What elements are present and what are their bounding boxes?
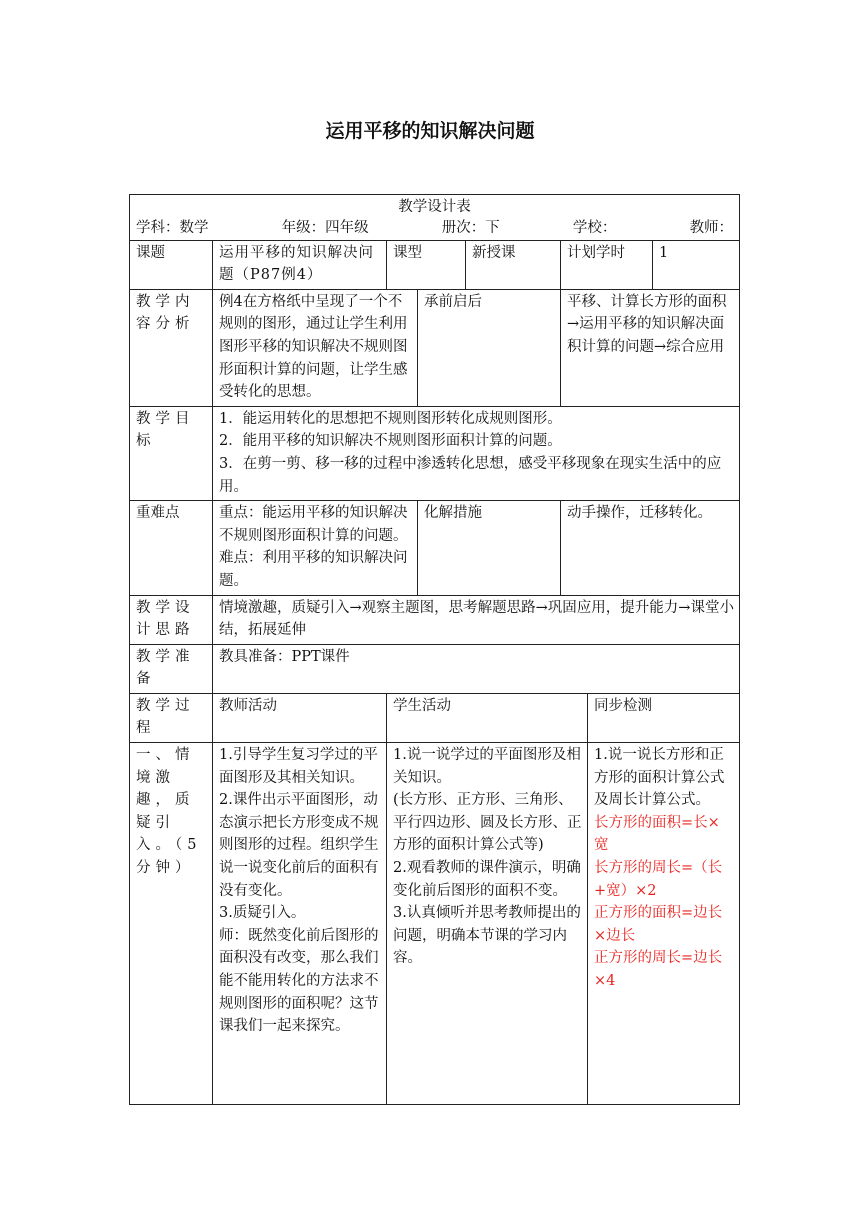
table-header-cell — [130, 195, 740, 241]
lesson-topic: 运用平移的知识解决问题（P87例4） — [213, 240, 387, 289]
stage1-row — [130, 743, 740, 1105]
teacher-step: 师：既然变化前后图形的面积没有改变，那么我们能不能用转化的方法求不规则图形的面积呢？这节课我们一起来探究。 — [219, 927, 379, 1035]
key-label: 重难点 — [130, 501, 213, 595]
difficulty-point: 难点：利用平移的知识解决问题。 — [219, 550, 408, 589]
meta-subject: 学科：数学 — [136, 220, 209, 236]
check-answer: 正方形的周长=边长×4 — [594, 950, 723, 989]
sync-check-header: 同步检测 — [588, 693, 740, 742]
teacher-step: 1.引导学生复习学过的平面图形及其相关知识。 — [219, 747, 378, 786]
lesson-type-value: 新授课 — [466, 240, 561, 289]
stage1-teacher-cell — [213, 743, 387, 1105]
teacher-activity-header: 教师活动 — [213, 693, 387, 742]
content-row — [130, 289, 740, 406]
prep-row — [130, 644, 740, 693]
student-step: 3.认真倾听并思考教师提出的问题，明确本节课的学习内容。 — [393, 905, 581, 967]
content-text: 例4在方格纸中呈现了一个不规则的图形，通过让学生利用图形平移的知识解决不规则图形面积计算的问题，让学生感受转化的思想。 — [213, 289, 418, 406]
process-header-row — [130, 693, 740, 742]
prep-label: 教学准备 — [130, 644, 213, 693]
lesson-type-label: 课型 — [387, 240, 466, 289]
check-answer: 长方形的周长=（长+宽）×2 — [594, 860, 723, 899]
goal-item: 3．在剪一剪、移一移的过程中渗透转化思想，感受平移现象在现实生活中的应用。 — [219, 455, 722, 495]
stage1-check-cell — [588, 743, 740, 1105]
process-label: 教学过程 — [130, 693, 213, 742]
measure-label: 化解措施 — [418, 501, 561, 595]
stage1-label: 一、情境激趣，质疑引入。（5分钟） — [130, 743, 213, 1105]
meta-line — [130, 217, 739, 240]
check-answer: 长方形的面积=长×宽 — [594, 814, 720, 854]
goals-cell — [213, 406, 740, 500]
table-header-title: 教学设计表 — [398, 199, 471, 215]
lesson-hours-label: 计划学时 — [561, 240, 653, 289]
idea-text: 情境激趣，质疑引入→观察主题图，思考解题思路→巩固应用，提升能力→课堂小结，拓展延伸 — [213, 595, 740, 644]
idea-label: 教学设计思路 — [130, 595, 213, 644]
meta-volume: 册次：下 — [441, 220, 500, 236]
prep-text: 教具准备：PPT课件 — [213, 644, 740, 693]
goal-item: 1．能运用转化的思想把不规则图形转化成规则图形。 — [219, 410, 562, 427]
stage1-student-cell — [387, 743, 588, 1105]
meta-school: 学校： — [572, 220, 617, 236]
lesson-design-table — [129, 194, 740, 1105]
meta-teacher: 教师： — [689, 220, 734, 236]
teacher-step: 3.质疑引入。 — [219, 905, 306, 922]
student-step: 1.说一说学过的平面图形及相关知识。 — [393, 747, 581, 786]
meta-grade: 年级：四年级 — [281, 220, 369, 236]
lesson-row — [130, 240, 740, 289]
content-link-label: 承前启后 — [418, 289, 561, 406]
key-cell — [213, 501, 418, 595]
goals-label: 教学目标 — [130, 406, 213, 500]
student-step: 2.观看教师的课件演示，明确变化前后图形的面积不变。 — [393, 860, 581, 899]
teacher-step: 2.课件出示平面图形，动态演示把长方形变成不规则图形的过程。组织学生说一说变化前后的面积有没有变化。 — [219, 792, 379, 899]
measure-text: 动手操作，迁移转化。 — [561, 501, 740, 595]
content-label: 教学内容分析 — [130, 289, 213, 406]
goal-item: 2．能用平移的知识解决不规则图形面积计算的问题。 — [219, 433, 562, 450]
idea-row — [130, 595, 740, 644]
check-answer: 正方形的面积=边长×边长 — [594, 905, 723, 944]
check-question: 1.说一说长方形和正方形的面积计算公式及周长计算公式。 — [594, 747, 725, 809]
student-step: (长方形、正方形、三角形、平行四边形、圆及长方形、正方形的面积计算公式等) — [393, 792, 582, 854]
key-point: 重点：能运用平移的知识解决不规则图形面积计算的问题。 — [219, 505, 408, 544]
lesson-hours-value: 1 — [653, 240, 740, 289]
page-title: 运用平移的知识解决问题 — [325, 120, 535, 142]
lesson-label: 课题 — [130, 240, 213, 289]
student-activity-header: 学生活动 — [387, 693, 588, 742]
goals-row — [130, 406, 740, 500]
content-link-text: 平移、计算长方形的面积→运用平移的知识解决面积计算的问题→综合应用 — [561, 289, 740, 406]
table-header-row — [130, 195, 740, 241]
key-row — [130, 501, 740, 595]
